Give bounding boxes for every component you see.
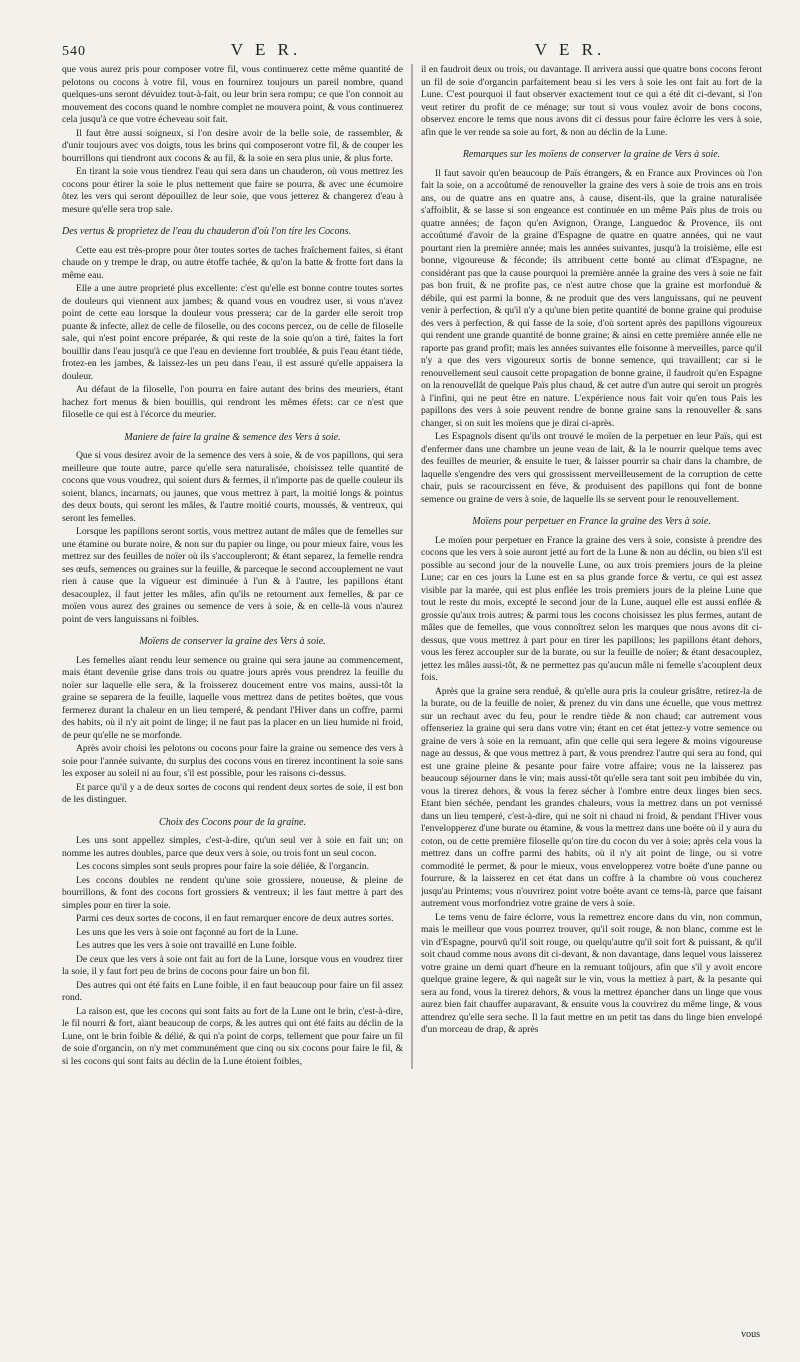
paragraph: que vous aurez pris pour composer votre fil, vous continuerez cette même quantité de pelotons ou cocons à votre fil, vous en fournirez toujours un pareil nombre, quand quelques-uns seront dévuidez tout-à-fait, ou leur brin sera rompu; ce que l'on connoit au mouvement des cocons quand le nombre complet ne mouvera point, & vous continuerez cela jusqu'à ce que votre écheveau soit fait. <box>62 64 403 125</box>
paragraph: Les uns sont appellez simples, c'est-à-dire, qu'un seul ver à soie en fait un; on nomme les autres doubles, parce que deux vers à soie, ou trois font un seul cocon. <box>62 835 403 859</box>
paragraph: Après avoir choisi les pelotons ou cocons pour faire la graine ou semence des vers à soie pour l'année suivante, du surplus des cocons vous en tirerez incontinent la soie sans les exposer au soleil ni au four, s'il est possible, pour les raisons ci-dessus. <box>62 743 403 779</box>
paragraph: Parmi ces deux sortes de cocons, il en faut remarquer encore de deux autres sortes. <box>76 913 394 924</box>
paragraph: Les femelles aïant rendu leur semence ou graine qui sera jaune au commencement, mais étant devenüe grise dans trois ou quatre jours après vous prendrez la feuille du noïer sur laquelle elle sera, & la froisserez doucement entre vos mains, aussi-tôt la graine se separera de la feuille, laquelle vous mettrez dans de petites boëtes, que vous fermerez durant la chaleur en un lieu temperé, & pendant l'Hiver dans un coffre, parmi des habits, où il n'y ait point de linge; il ne faut pas la placer en un lieu humide ni froid, de peur qu'elle ne se morfonde. <box>62 654 403 741</box>
catchword: vous <box>741 1329 760 1340</box>
paragraph: Et parce qu'il y a de deux sortes de cocons qui rendent deux sortes de soie, il est bon de les distinguer. <box>62 781 403 805</box>
paragraph: De ceux que les vers à soie ont fait au fort de la Lune, lorsque vous en voudrez tirer la soie, il y faut fort peu de brins de cocons pour faire un bon fil. <box>62 953 403 977</box>
left-running-head: V E R. <box>230 40 302 59</box>
paragraph: Il faut être aussi soigneux, si l'on desire avoir de la belle soie, de rassembler, & d'unir toujours avec vos doigts, tous les brins qui composeront votre fil, & de couper les bourrillons qui tiendront aux cocons & au fil, & la soie en sera plus unie, & plus forte. <box>62 127 403 164</box>
paragraph: Cette eau est très-propre pour ôter toutes sortes de taches fraîchement faites, si étant chaude on y trempe le drap, ou autre étoffe tachée, & qu'on la batte & frotte fort dans la même eau. <box>62 244 403 281</box>
running-header <box>62 40 762 64</box>
section-heading: Choix des Cocons pour de la graine. <box>159 816 306 828</box>
paragraph: Que si vous desirez avoir de la semence des vers à soie, & de vos papillons, qui sera meilleure que toute autre, parce qu'elle sera naturalisée, choisissez telle quantité de cocons que vous voudrez, qui soient durs & fermes, il n'importe pas de quelle couleur ils soient, blancs, incarnats, ou jaunes, que vous mettrez à part, la moitié longs & pointus des deux bouts, qui seront les mâles, & l'autre moitié courts, moussés, & ventreux, qui seront les femelles. <box>62 450 403 524</box>
section-heading: Des vertus & proprietez de l'eau du chauderon d'où l'on tire les Cocons. <box>62 226 351 237</box>
paragraph: En tirant la soie vous tiendrez l'eau qui sera dans un chauderon, où vous mettrez les cocons pour étirer la soie le plus nettement que faire se pourra, & avec une écumoire ôtez les vers qui seront dépouillez de leur soie, que vous jetterez & changerez d'eau à mesure qu'elle sera trop sale. <box>62 166 403 215</box>
paragraph: Après que la graine sera renduë, & qu'elle aura pris la couleur grisâtre, retirez-la de la burate, ou de la feuille de noïer, & prenez du vin dans une écuelle, que vous mettrez sur un rechaut avec du feu, pour le rendre tiède & non chaud; car autrement vous offenseriez la graine qui sera dans votre vin; étant en cet état jettez-y votre semence ou graine de vers à soie en la remuant, afin que celle qui sera legere & moins vigoureuse nage au dessus, & que vous mettrez à part, & vous prendrez l'autre qui sera au fond, qui est une graine pleine & pesante pour faire votre affaire; vous ne la laisserez pas beaucoup séjourner dans le vin; mais aussi-tôt qu'elle sera tant soit peu imbibée du vin, vous la tirerez dehors, & vous la ferez sécher à l'ombre entre deux linges bien secs. Etant bien séchée, pendant les grandes chaleurs, vous la mettrez dans un pot vernissé dans un lieu temperé, c'est-à-dire, qui ne soit ni chaud ni froid, & pendant l'Hiver vous l'envelopperez d'une burate ou étamine, & vous la mettrez dans une boëte où il y aura du coton, ou de cette première filoselle qu'on tire du cocon du ver à soie; après cela vous la mettrez dans un coffre parmi des habits, où il n'y ait point de linge, ou si votre commodité le permet, & pour le mieux, vous envelopperez votre boëte d'une panne ou fourrure, & la laisserez en cet état dans un coffre à la chambre où vous coucherez jusqu'au Printems; vous n'ouvrirez point votre boëte avant ce tems-là, parce que faisant autrement vous morfondriez votre graine de vers à soie. <box>421 685 762 909</box>
paragraph: Au défaut de la filoselle, l'on pourra en faire autant des brins des meuriers, étant hachez fort menus & bien bouillis, qui rendront les mêmes éfets: car ce n'est que filoselle ce qui est à l'écorce du meurier. <box>62 384 403 420</box>
paragraph: Les cocons simples sont seuls propres pour faire la soie déliée, & l'organcin. <box>76 861 370 872</box>
paragraph: il en faudroit deux ou trois, ou davantage. Il arrivera aussi que quatre bons cocons feront un fil de soie d'organcin parfaitement beau si les vers à soie les ont fait au fort de la Lune. C'est pourquoi il faut observer exactement tout ce qui a été dit ci-devant, si l'on veut retirer du profit de ce ménage; sur tout si vous voulez avoir de bons cocons, observez encore le tems que nous avons dit ci dessus pour faire éclorre les vers à soie, afin que le ver rende sa soie au fort, & non au déclin de la Lune. <box>421 64 762 138</box>
paragraph: Le moïen pour perpetuer en France la graine des vers à soie, consiste à prendre des cocons que les vers à soie auront jetté au fort de la Lune & non au déclin, ou bien s'il est possible au second jour de la nouvelle Lune, ou aux trois premiers jours de la pleine Lune; car en ces jours la Lune est en sa plus grande force & vertu, ce qui est assez visible par la marée, qui est plus enflée les trois premiers jours de la pleine Lune que tout le reste du mois, excepté le second jour de la Lune, auquel elle est aussi enflée & grossie qu'aux trois autres; & parmi tous les cocons choisissez les plus fermes, autant de mâles que de femelles, que vous connoîtrez selon les marques que nous avons dit ci-dessus, que vous mettrez à part pour en tirer les papillons; les papillons étant dehors, vous les ferez accoupler sur de la burate, ou sur la feuille de noïer; & étant desacouplez, jettez les mâles aussi-tôt, & ne permettez pas qu'aucun mâle ni femelle s'acouplent deux fois. <box>421 534 762 683</box>
paragraph: Les uns que les vers à soie ont façonné au fort de la Lune. <box>76 926 299 938</box>
paragraph: Les Espagnols disent qu'ils ont trouvé le moïen de la perpetuer en leur Païs, qui est d'enfermer dans une chambre un jeune veau de lait, & la le nourrir quelque tems avec des feuilles de meurier, & ensuite le tuer, & laisser pourrir sa chair dans la chambre, de laquelle s'engendre des vers qui grossissent merveilleusement de la corruption de cette chair, puis se racourcissent en féve, & produisent des papillons qui font de bonne semence ou graine de vers à soie, de laquelle ils se servent pour le renouvellement. <box>421 431 762 505</box>
column-divider <box>412 64 413 1069</box>
right-column <box>421 64 762 1069</box>
paragraph: Lorsque les papillons seront sortis, vous mettrez autant de mâles que de femelles sur une étamine ou burate noire, & non sur du papier ou linge, ou pour mieux faire, vous les mettrez sur des feuilles de noïer où ils s'accoupleront; & étant separez, la femelle rendra ses œufs, semences ou graines sur la feuille, & parceque le second accouplement ne vaut rien à cause que la vigueur est diminuée à l'un & à l'autre, les papillons étant desacouplez, il faut jetter les mâles, afin qu'ils ne retournent aux femelles, & par ce moïen vous aurez des graines ou semence de vers à soie, & en celle-là vous n'aurez point de vers languissans ni foibles. <box>62 526 403 625</box>
left-column <box>62 64 403 1069</box>
paragraph: Les cocons doubles ne rendent qu'une soie grossiere, noueuse, & pleine de bourrillons, & font des cocons fort grossiers & ventreux; il les faut mettre à part des simples pour en tirer la soie. <box>62 874 403 911</box>
paragraph: Les autres que les vers à soie ont travaillé en Lune foible. <box>76 940 297 951</box>
right-running-head: V E R. <box>534 40 606 59</box>
section-heading: Maniere de faire la graine & semence des Vers à soie. <box>124 431 341 443</box>
paragraph: La raison est, que les cocons qui sont faits au fort de la Lune ont le brin, c'est-à-dire, le fil nourri & fort, aïant beaucoup de corps, & les autres qui ont été faits au déclin de la Lune, ont le brin foible & délié, & qui n'a point de corps, tellement que pour faire un fil de soie d'organcin, on n'y met communément que cinq ou six cocons pour faire le fil, & si les cocons qui sont faits au déclin de la Lune étoient foibles, <box>62 1005 403 1067</box>
paragraph: Elle a une autre proprieté plus excellente: c'est qu'elle est bonne contre toutes sortes de douleurs qui viennent aux jambes; & quand vous en voudrez user, si vous n'avez point de cette eau lorsque la douleur vous pressera; car de la garder elle seroit trop puante & infecte, allez de celle de filoselle, ou des cocons percez, ou de celle de filoselle sale, qui n'est point encore préparée, & qui reste de la soie qu'on a tiré, faites la fort bouillir dans l'eau jusqu'à ce que l'eau en devienne fort troublée, & puis l'eau étant tiéde, frotez-en les jambes, & laissez-les un peu dans l'eau, il est assuré qu'elle appaisera la douleur. <box>62 283 403 382</box>
page-number: 540 <box>62 44 86 59</box>
section-heading: Moïens de conserver la graine des Vers à soie. <box>139 636 326 647</box>
paragraph: Le tems venu de faire éclorre, vous la remettrez encore dans du vin, non commun, mais le meilleur que vous pourrez trouver, qu'il soit rouge, & non blanc, comme est le vin d'Espagne, pourvû qu'il soit rouge, ou quelqu'autre qu'il soit fort & puissant, & qu'il soit chaud comme nous avons dit ci-devant, & non davantage, dans lequel vous laisserez votre graine un demi quart d'heure en la remuant toûjours, afin que s'il y avoit encore quelque graine legere, & qui nageât sur le vin, vous la mettiez à part, & la pesante qui sera au fond, vous la tirerez dehors, & vous la mettrez épancher dans un linge que vous aurez bien fait chauffer auparavant, & ensuite vous la couvrirez du même linge, & vous attendrez qu'elle sera seche. Il la faut mettre en un petit tas dans du linge bien envelopé d'un morceau de drap, & après <box>421 911 762 1035</box>
paragraph: Il faut savoir qu'en beaucoup de Païs étrangers, & en France aux Provinces où l'on fait la soie, on a accoûtumé de renouveller la graine des vers à soie de trois ans en trois ans, ou de quatre ans en quatre ans, à cause, disent-ils, que la graine naturalisée s'affoiblit, & se lasse si son engeance est continuée en un même Païs plus de trois ou quatre années; de façon qu'en Avignon, Orange, Languedoc & Provence, ils ont accoûtumé d'avoir de la graine d'Espagne de quatre en quatre années, qui ne vaut pourtant rien la première année; mais les années suivantes, jusqu'à la troisième, elle est bonne, vigoureuse & féconde; ils attribuent cette bonté au climat d'Espagne, ne considérant pas que la cause pourquoi la première année la graine des vers à soie ne fait pas bon fruit, & ne profite pas, ce n'est autre chose que la graine est morfonduë & débile, qui est parmi la bonne, & ne produit que des vers languissans, qui ne peuvent venir à perfection, & qu'il n'y a qu'une bien petite quantité de bonne graine qui produise des vers à perfection, & qui fasse de la soie, d'où sortent après des papillons vigoureux qui rendent une grande quantité de bonne graine; & ainsi en cette première année elle ne raporte pas grand profit; mais les années suivantes elle foisonne à merveilles, parce qu'il n'y a que des vers vigoureux sortis de bonne semence, qui travaillent; car si le renouvellement seul causoit cette propagation de bonne graine, il faudroit qu'en Espagne on la renouvellât de quelque Païs plus chaud, & cet autre d'un autre qui seroit un progrès à l'infini, qui ne peut être en nature. L'expérience nous fait voir qu'en tous Païs les papillons des vers à soie peuvent rendre de bonne graine sans la renouveller & sans changer, si on suit les moïens que je dirai ci-après. <box>421 167 762 429</box>
paragraph: Des autres qui ont été faits en Lune foible, il en faut beaucoup pour faire un fil assez rond. <box>62 979 403 1003</box>
section-heading: Remarques sur les moïens de conserver la graine de Vers à soie. <box>462 149 721 160</box>
two-column-body <box>62 64 762 1069</box>
section-heading: Moïens pour perpetuer en France la graine des Vers à soie. <box>472 516 711 527</box>
